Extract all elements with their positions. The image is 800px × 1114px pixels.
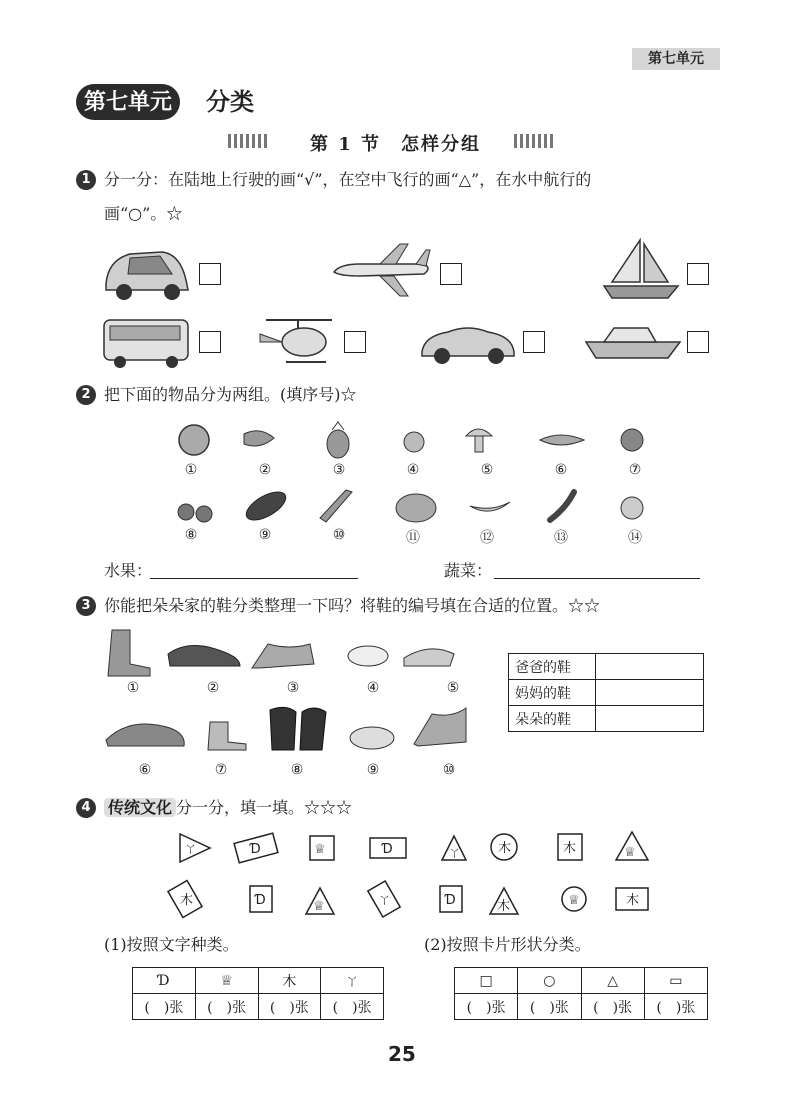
unit-badge: 第七单元	[76, 84, 180, 120]
watermelon-icon	[179, 425, 209, 455]
table-row: 朵朵的鞋	[509, 706, 704, 732]
table-row	[133, 994, 384, 1020]
character-cards	[170, 826, 670, 926]
q1-text-line2: 画“○”。☆	[104, 204, 183, 223]
unit-title: 分类	[206, 87, 254, 116]
veg-answer-line[interactable]	[494, 578, 700, 579]
shoe-numbers-row1: ① ② ③ ④ ⑤	[126, 680, 460, 696]
sneaker-icon	[106, 724, 184, 746]
answer-box-motorboat[interactable]	[687, 331, 709, 353]
pineapple-icon	[327, 430, 349, 458]
shoe-numbers-row2: ⑥ ⑦ ⑧ ⑨ ⑩	[138, 762, 456, 778]
airplane-icon	[330, 242, 434, 298]
svg-text:ㄚ: ㄚ	[378, 893, 392, 908]
answer-cell[interactable]: ( )张	[455, 994, 518, 1020]
q1-text-line1: 分一分：在陆地上行驶的画“√”，在空中飞行的画“△”，在水中航行的	[104, 170, 592, 189]
table-row	[455, 994, 708, 1020]
table-row: 爸爸的鞋	[509, 654, 704, 680]
svg-text:ㄚ: ㄚ	[184, 842, 198, 857]
answer-cell[interactable]: ( )张	[195, 994, 258, 1020]
answer-box-airplane[interactable]	[440, 263, 462, 285]
answer-box-bus[interactable]	[199, 331, 221, 353]
q4-sub2: (2)按照卡片形状分类。	[424, 935, 591, 954]
answer-cell[interactable]: ( )张	[644, 994, 707, 1020]
q4-sub1: (1)按照文字种类。	[104, 935, 239, 954]
svg-text:ㄚ: ㄚ	[448, 846, 462, 861]
svg-text:♕: ♕	[313, 899, 325, 914]
answer-box-helicopter[interactable]	[344, 331, 366, 353]
bus-icon	[100, 316, 192, 370]
svg-text:Ɗ: Ɗ	[250, 842, 261, 857]
snow-boot-icon	[208, 722, 246, 750]
sports-car-icon	[418, 318, 518, 366]
fruit-answer-line[interactable]	[150, 578, 358, 579]
answer-box-car[interactable]	[199, 263, 221, 285]
helicopter-icon	[256, 312, 340, 370]
svg-text:木: 木	[180, 893, 194, 908]
question-number-3: 3	[76, 596, 96, 616]
section-decor-left	[228, 134, 267, 148]
pumpkin-icon	[396, 494, 436, 522]
answer-box-sailboat[interactable]	[687, 263, 709, 285]
text-type-table	[132, 967, 384, 1020]
traditional-culture-tag: 传统文化	[104, 798, 176, 817]
cherry-icon	[178, 504, 194, 520]
grape-icon	[621, 429, 643, 451]
boots-icon	[108, 630, 150, 676]
section-decor-right	[514, 134, 553, 148]
answer-cell-mom[interactable]	[596, 680, 704, 706]
sailboat-icon	[600, 236, 682, 304]
q4-text: 分一分，填一填。☆☆☆	[176, 798, 353, 817]
answer-cell[interactable]: ( )张	[581, 994, 644, 1020]
svg-text:♕: ♕	[568, 893, 580, 908]
table-row: Ɗ ♕ 木 ㄚ	[133, 968, 384, 994]
q4-line	[104, 797, 352, 819]
svg-text:♕: ♕	[314, 842, 326, 857]
section-title: 第 1 节 怎样分组	[310, 134, 482, 155]
carrot-icon	[320, 490, 352, 522]
car-icon	[100, 242, 192, 302]
answer-cell-duoduo[interactable]	[596, 706, 704, 732]
produce-numbers-row2: ⑧ ⑨ ⑩ ⑪ ⑫ ⑬ ⑭	[184, 527, 642, 546]
leather-shoe-icon	[168, 645, 240, 666]
svg-text:木: 木	[498, 841, 512, 856]
question-number-1: 1	[76, 170, 96, 190]
fruit-label: 水果：	[104, 561, 153, 580]
answer-cell[interactable]: ( )张	[258, 994, 321, 1020]
banana-icon	[470, 502, 510, 511]
answer-cell-dad[interactable]	[596, 654, 704, 680]
svg-text:Ɗ: Ɗ	[382, 842, 393, 857]
shape-type-table	[454, 967, 708, 1020]
table-row: □ ○ △ ▭	[455, 968, 708, 994]
svg-text:♕: ♕	[624, 845, 636, 860]
svg-text:木: 木	[497, 899, 511, 914]
produce-numbers-row1: ① ② ③ ④ ⑤ ⑥ ⑦	[184, 462, 642, 478]
question-number-4: 4	[76, 798, 96, 818]
motorboat-icon	[584, 322, 682, 362]
answer-cell[interactable]: ( )张	[133, 994, 196, 1020]
slipper-icon	[350, 727, 394, 749]
baby-shoe-icon	[348, 646, 388, 666]
page-number: 25	[388, 1042, 416, 1066]
shoe-category-table	[508, 653, 704, 732]
flat-shoe-icon	[404, 649, 454, 666]
q3-text: 你能把朵朵家的鞋分类整理一下吗？将鞋的编号填在合适的位置。☆☆	[104, 596, 601, 615]
svg-text:木: 木	[626, 893, 640, 908]
unit-corner-tag: 第七单元	[632, 48, 720, 70]
pepper-icon	[404, 432, 424, 452]
answer-box-sports-car[interactable]	[523, 331, 545, 353]
cucumber-icon	[550, 492, 574, 520]
grapes-branch-icon	[540, 435, 584, 445]
mushroom-icon	[466, 429, 492, 452]
veg-label: 蔬菜：	[444, 561, 493, 580]
eggplant-icon	[242, 486, 290, 525]
svg-text:木: 木	[563, 841, 577, 856]
peach-icon	[621, 497, 643, 519]
q2-text: 把下面的物品分为两组。(填序号)☆	[104, 385, 357, 404]
greens-icon	[244, 431, 274, 446]
answer-cell[interactable]: ( )张	[321, 994, 384, 1020]
pump-icon	[414, 708, 466, 746]
high-top-shoe-icon	[270, 707, 326, 750]
answer-cell[interactable]: ( )张	[518, 994, 581, 1020]
svg-text:Ɗ: Ɗ	[255, 893, 266, 908]
high-heel-icon	[252, 644, 314, 668]
table-row: 妈妈的鞋	[509, 680, 704, 706]
question-number-2: 2	[76, 385, 96, 405]
svg-text:Ɗ: Ɗ	[445, 893, 456, 908]
